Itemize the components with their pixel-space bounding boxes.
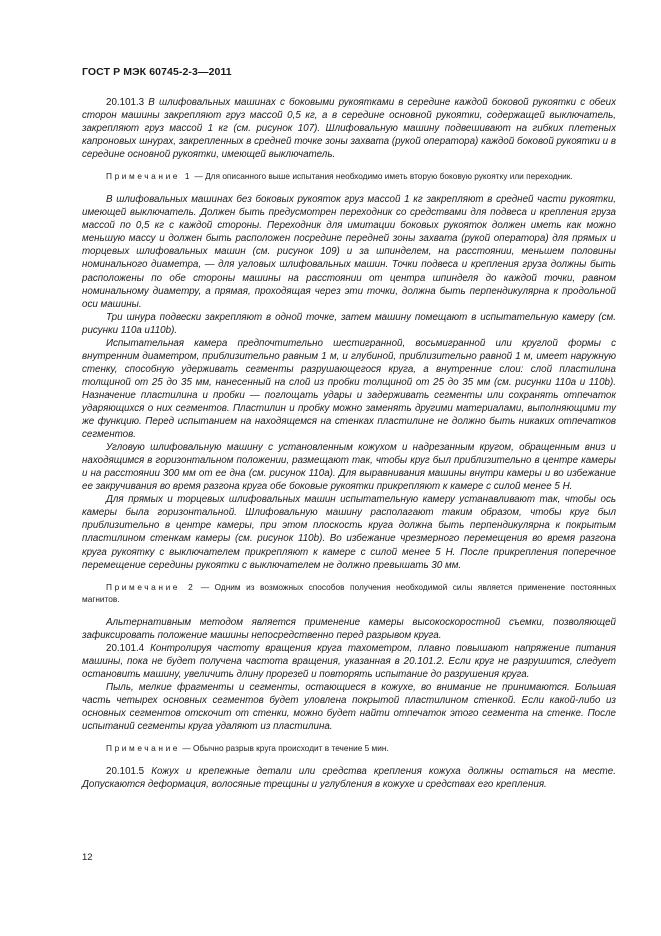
paragraph-suspension-cords: Три шнура подвески закрепляют в одной точке, затем машину помещают в испытательную камеру (см. рисунки 110а и110b). <box>82 311 616 336</box>
paragraph-text: Кожух и крепежные детали или средства крепления кожуха должны остаться на месте. Допускаются деформация, волосяные трещины и углубления в кожухе и средствах его крепления. <box>82 766 616 791</box>
paragraph-no-side-handles: В шлифовальных машинах без боковых рукояток груз массой 1 кг закрепляют в средней части рукоятки, имеющей выключатель. Должен быть предусмотрен переходник со средствами для подвеса и крепления груза массой по 0,5 кг с каждой стороны. Переходник для имитации боковых рукояток должен иметь как можно меньшую массу и должен быть расположен посредине передней зоны захвата (рукой оператора) для прямых и торцевых шлифовальных машин (см. рисунок 109) и за шпинделем, на расстоянии, меньшем половины номинального диаметра, — для угловых шлифовальных машин. Точки подвеса и крепления груза должны быть расположены по обе стороны машины на расстоянии от центра шпинделя до каждой точки, равном номинальному диаметру, а прямая, проходящая через эти точки, должна быть перпендикулярна к продольной оси машины. <box>82 194 616 310</box>
paragraph-20-101-5 <box>82 765 616 791</box>
paragraph-20-101-3 <box>82 96 616 161</box>
note-1 <box>82 170 616 182</box>
clause-number: 20.101.3 <box>106 97 145 108</box>
note-3 <box>82 742 616 754</box>
paragraph-20-101-4 <box>82 642 616 681</box>
note-label: Примечание <box>106 743 181 754</box>
paragraph-text: В шлифовальных машинах с боковыми рукоятками в середине каждой боковой рукоятки с обеих сторон машины закрепляют груз массой 0,5 кг, а в середине основной рукоятки, содержащей выключатель, закрепляют груз массой 1 кг (см. рисунок 107). Шлифовальную машину подвешивают на гибких плетеных капроновых шнурах, закрепленных в средней точке зоны захвата (рукой оператора) каждой боковой рукоятки и в середине основной рукоятки, имеющей выключатель. <box>82 97 616 161</box>
note-text: — Одним из возможных способов получения необходимой силы является применение постоянных магнитов. <box>82 581 616 604</box>
paragraph-text: Контролируя частоту вращения круга тахометром, плавно повышают напряжение питания машины, пока не будет получена частота вращения, указанная в 20.101.2. Если круг не разрушится, следует остановить машину, увеличить длину прорезей и повторять испытание до разрушения круга. <box>82 642 616 680</box>
paragraph-fragments: Пыль, мелкие фрагменты и сегменты, остающиеся в кожухе, во внимание не принимаются. Большая часть четырех основных сегментов будет уловлена покрытой пластилином стенкой. Если какой-либо из основных сегментов отскочит от стенки, можно будет найти отпечаток этого сегмента на стенке. После испытаний сегменты круга удаляют из пластилина. <box>82 681 616 732</box>
note-label: Примечание 2 <box>106 581 196 592</box>
paragraph-alternative-method: Альтернативным методом является применение камеры высокоскоростной съемки, позволяющей зафиксировать положение машины непосредственно перед разрывом круга. <box>82 616 616 641</box>
paragraph-test-chamber: Испытательная камера предпочтительно шестигранной, восьмигранной или круглой формы с внутренним диаметром, приблизительно равным 1 м, и глубиной, приблизительно равной 1 м, имеет наружную стенку, способную удерживать сегменты разрушающегося круга, а внутренние слои: слой пластилина толщиной от 25 до 35 мм, нанесенный на слой из пробки толщиной от 25 до 35 мм (см. рисунки 110а и 110b). Назначение пластилина и пробки — поглощать удары и задерживать сегменты или сохранять отпечаток ударяющихся о них сегментов. Пластилин и пробку можно заменять другими материалами, выполняющими ту же функцию. Перед испытанием на находящемся на стенках пластилине не должно быть никаких отпечатков сегментов. <box>82 337 616 441</box>
note-text: — Обычно разрыв круга происходит в течение 5 мин. <box>180 743 389 754</box>
document-body <box>82 96 616 791</box>
note-2 <box>82 581 616 605</box>
page-number: 12 <box>82 852 93 863</box>
paragraph-angle-grinder: Угловую шлифовальную машину с установленным кожухом и надрезанным кругом, обращенным вниз и находящимся в горизонтальном положении, размещают так, чтобы круг был приблизительно в центре камеры и на расстоянии 300 мм от ее дна (см. рисунок 110а). Для выравнивания машины внутри камеры и во избежание ее закручивания во время разгона круга обе боковые рукоятки прикрепляют к камере с силой менее 5 Н. <box>82 442 616 493</box>
clause-number: 20.101.5 <box>106 766 145 778</box>
note-text: — Для описанного выше испытания необходимо иметь вторую боковую рукоятку или переходник. <box>192 171 573 182</box>
note-label: Примечание 1 <box>106 171 193 182</box>
clause-number: 20.101.4 <box>106 642 145 654</box>
paragraph-straight-grinder: Для прямых и торцевых шлифовальных машин испытательную камеру устанавливают так, чтобы ось камеры была горизонтальной. Шлифовальную машину располагают таким образом, чтобы круг был приблизительно в центре камеры, при этом плоскость круга должна быть перпендикулярна к покрытым пластилином стенкам камеры (см. рисунок 110b). Во избежание чрезмерного перемещения во время разгона круга рукоятку с выключателем прикрепляют к камере с силой менее 5 Н. После прикрепления поперечное перемещение середины рукоятки с выключателем не должно превышать 30 мм. <box>82 494 616 571</box>
document-header: ГОСТ Р МЭК 60745-2-3—2011 <box>82 66 232 78</box>
